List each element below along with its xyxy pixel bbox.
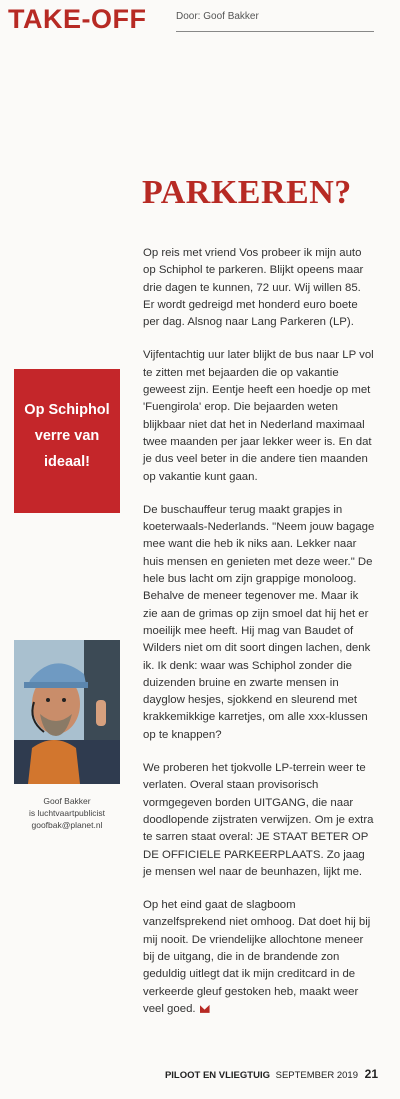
page-number: 21	[364, 1067, 378, 1081]
article-paragraph: De buschauffeur terug maakt grapjes in koeterwaals-Nederlands. "Neem jouw bagage mee want die heb ik niks aan. Lekker naar huis mensen en genieten met deze weer." De hele bus lacht om zijn grappige monoloog. Behalve de meneer tegenover me. Maar ik zie aan de grimas op zijn smoel dat hij het er moeilijk mee heeft. Hij mag van Baudet of Wilders niet om dit soort dingen lachen, denk ik. Ik denk: waar was Schiphol zonder die duizenden bruine en zwarte mensen in dayglow hesjes, sjokkend en sleurend met krakkemikkige karretjes, om alle xxx-klussen op te knappen?	[143, 503, 375, 741]
byline: Door: Goof Bakker	[176, 11, 259, 22]
pull-quote-line: Op Schiphol	[24, 402, 110, 418]
section-title: TAKE-OFF	[8, 4, 147, 34]
article-paragraph: Op het eind gaat de slagboom vanzelfsprekend niet omhoog. Dat doet hij bij mij nooit. De vriendelijke allochtone meneer bij de uitgang, die in de brandende zon geduldig uitlegt dat ik mijn creditcard in de verkeerde gleuf gestoken heb, maakt weer veel goed.	[143, 899, 371, 1015]
article-headline: PARKEREN?	[142, 174, 352, 211]
article-paragraph: We proberen het tjokvolle LP-terrein weer te verlaten. Overal staan provisorisch vormgegeven borden UITGANG, die naar doodlopende zijstraten verwijzen. Om je extra te sarren staat overal: JE STAAT BETER OP DE OFFICIELE PARKEERPLAATS. Zo jaag je mensen wel naar de beunhazen, lijkt me.	[143, 762, 374, 878]
article-paragraph-last	[143, 897, 375, 1018]
end-mark-icon	[200, 1005, 210, 1013]
author-role: is luchtvaartpublicist	[28, 808, 106, 818]
author-credit	[14, 795, 120, 831]
author-email[interactable]: goofbak@planet.nl	[31, 820, 103, 830]
pull-quote	[14, 369, 120, 513]
author-photo	[14, 640, 120, 784]
pull-quote-line: verre van	[34, 428, 100, 444]
article-body	[143, 245, 375, 1034]
article-paragraph: Vijfentachtig uur later blijkt de bus naar LP vol te zitten met bejaarden die op vakantie geweest zijn. Eentje heeft een hoedje op met 'Fuengirola' erop. Die bejaarden weten blijkbaar niet dat het in Nederland maximaal twee maanden per jaar lekker weer is. En dat je dus veel beter in die andere tien maanden op vakantie kunt gaan.	[143, 349, 374, 483]
author-name: Goof Bakker	[43, 796, 91, 806]
header-rule	[176, 31, 374, 32]
article-paragraph: Op reis met vriend Vos probeer ik mijn auto op Schiphol te parkeren. Blijkt opeens maar drie dagen te kunnen, 72 uur. Wij willen 85. Er wordt gedreigd met honderd euro boete per dag. Alsnog naar Lang Parkeren (LP).	[143, 247, 364, 329]
author-portrait-image	[14, 640, 120, 784]
pull-quote-line: ideaal!	[44, 454, 90, 470]
issue-date: SEPTEMBER 2019	[275, 1070, 358, 1081]
magazine-name: PILOOT EN VLIEGTUIG	[164, 1070, 270, 1081]
page-footer	[165, 1067, 378, 1081]
